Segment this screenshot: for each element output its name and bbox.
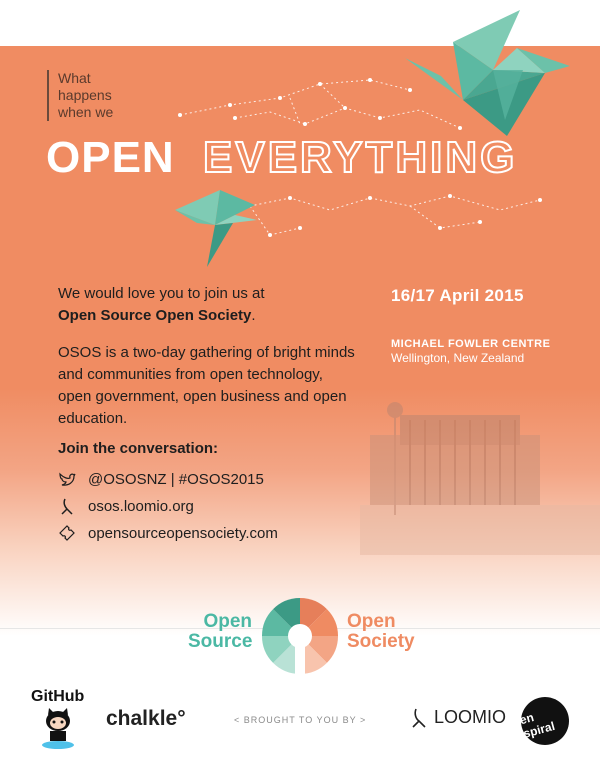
- twitter-text: @OSOSNZ | #OSOS2015: [88, 470, 264, 488]
- chalkle-logo: chalkle°: [106, 707, 186, 730]
- logo-open-society: [347, 612, 415, 652]
- tagline-line-1: What: [58, 70, 91, 86]
- intro-period: .: [251, 307, 256, 324]
- intro-event-name: Open Source Open Society: [58, 307, 252, 324]
- contact-loomio[interactable]: [58, 497, 194, 515]
- loomio-icon: [58, 497, 76, 515]
- loomio-logo-text: LOOMIO: [434, 707, 507, 727]
- title-open: OPEN: [46, 133, 175, 182]
- website-link: opensourceopensociety.com: [88, 524, 278, 542]
- enspiral-logo: en spiral: [516, 692, 575, 751]
- twitter-icon: [58, 470, 76, 488]
- event-date: 16/17 April 2015: [391, 286, 524, 305]
- contact-website[interactable]: [58, 524, 278, 542]
- title-everything: EVERYTHING: [203, 133, 518, 182]
- logo-left-line-2: Source: [188, 631, 253, 652]
- logo-left-line-1: Open: [203, 611, 252, 632]
- logo-right-line-2: Society: [347, 631, 415, 652]
- brought-to-you-by: < BROUGHT TO YOU BY >: [234, 715, 367, 725]
- logo-open-source: [188, 612, 252, 652]
- event-venue: MICHAEL FOWLER CENTRE: [391, 338, 551, 350]
- event-city: Wellington, New Zealand: [391, 351, 525, 365]
- loomio-logo: [410, 707, 506, 728]
- logo-right-line-1: Open: [347, 611, 396, 632]
- origami-bird-small: [175, 185, 257, 270]
- ticket-icon: [58, 524, 76, 542]
- tagline-line-3: when we: [58, 104, 114, 120]
- loomio-logo-icon: [410, 708, 428, 728]
- description: OSOS is a two-day gathering of bright minds and communities from open technology, open government, open business and open education.: [58, 344, 355, 427]
- join-heading: Join the conversation:: [58, 440, 219, 457]
- loomio-link: osos.loomio.org: [88, 497, 194, 515]
- intro-text: [58, 283, 358, 327]
- tagline: [47, 70, 113, 121]
- tagline-line-2: happens: [58, 87, 112, 103]
- intro-line-1: We would love you to join us at: [58, 285, 265, 302]
- osos-logo-wheel: [262, 598, 338, 674]
- octocat-icon: [40, 707, 76, 749]
- github-logo: GitHub: [31, 688, 85, 705]
- origami-bird-large: [405, 8, 575, 138]
- contact-twitter[interactable]: [58, 470, 264, 488]
